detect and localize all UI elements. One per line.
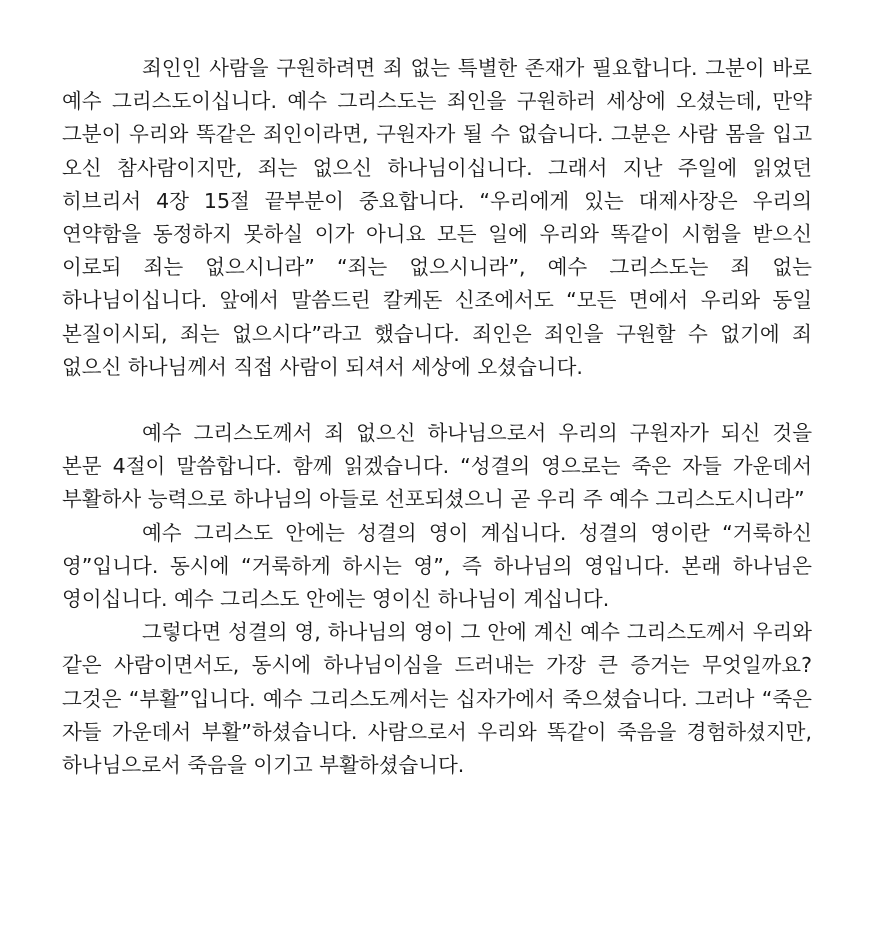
paragraph-spacer [62,384,812,417]
paragraph-4: 그렇다면 성결의 영, 하나님의 영이 그 안에 계신 예수 그리스도께서 우리와 같은 사람이면서도, 동시에 하나님이심을 드러내는 가장 큰 증거는 무엇일까요? 그것은 “부활”입니다. 예수 그리스도께서는 십자가에서 죽으셨습니다. 그러나 “죽은 자들 가운데서 부활”하셨습니다. 사람으로서 우리와 똑같이 죽음을 경험하셨지만, 하나님으로서 죽음을 이기고 부활하셨습니다. [62,620,812,778]
document-body [62,52,812,782]
paragraph-1: 죄인인 사람을 구원하려면 죄 없는 특별한 존재가 필요합니다. 그분이 바로 예수 그리스도이십니다. 예수 그리스도는 죄인을 구원하러 세상에 오셨는데, 만약 그분이 우리와 똑같은 죄인이라면, 구원자가 될 수 없습니다. 그분은 사람 몸을 입고 오신 참사람이지만, 죄는 없으신 하나님이십니다. 그래서 지난 주일에 읽었던 히브리서 4장 15절 끝부분이 중요합니다. “우리에게 있는 대제사장은 우리의 연약함을 동정하지 못하실 이가 아니요 모든 일에 우리와 똑같이 시험을 받으신 이로되 죄는 없으시니라” “죄는 없으시니라”, 예수 그리스도는 죄 없는 하나님이십니다. 앞에서 말씀드린 칼케돈 신조에서도 “모든 면에서 우리와 동일 본질이시되, 죄는 없으시다”라고 했습니다. 죄인은 죄인을 구원할 수 없기에 죄 없으신 하나님께서 직접 사람이 되셔서 세상에 오셨습니다. [62,56,812,379]
paragraph-3: 예수 그리스도 안에는 성결의 영이 계십니다. 성결의 영이란 “거룩하신 영”입니다. 동시에 “거룩하게 하시는 영”, 즉 하나님의 영입니다. 본래 하나님은 영이십니다. 예수 그리스도 안에는 영이신 하나님이 계십니다. [62,520,812,612]
paragraph-2: 예수 그리스도께서 죄 없으신 하나님으로서 우리의 구원자가 되신 것을 본문 4절이 말씀합니다. 함께 읽겠습니다. “성결의 영으로는 죽은 자들 가운데서 부활하사 능력으로 하나님의 아들로 선포되셨으니 곧 우리 주 예수 그리스도시니라” [62,421,813,512]
